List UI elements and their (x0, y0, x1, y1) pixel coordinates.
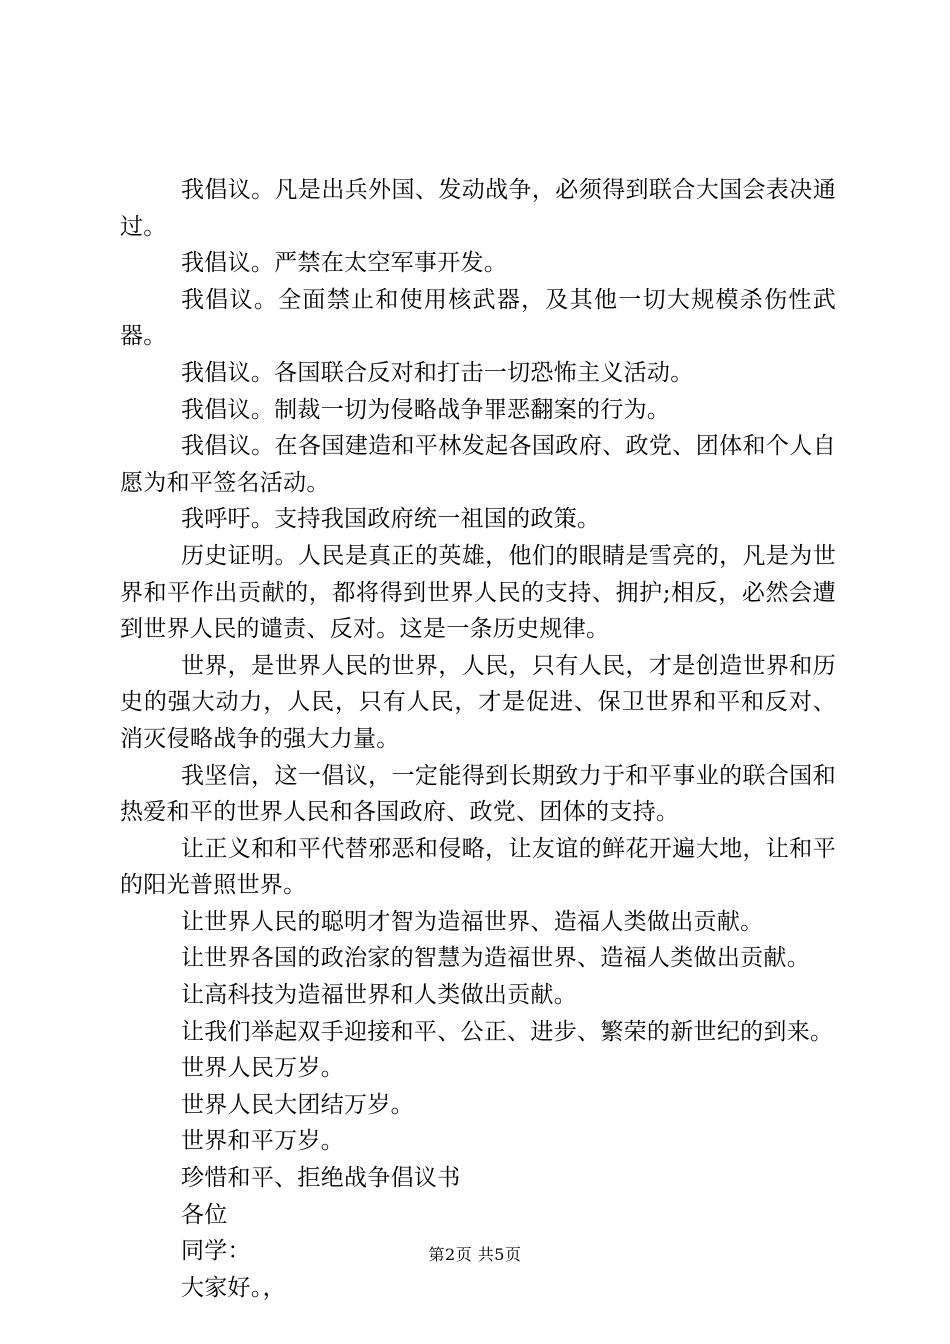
paragraph: 历史证明。人民是真正的英雄，他们的眼睛是雪亮的，凡是为世界和平作出贡献的，都将得到世界人民的支持、拥护;相反，必然会遭到世界人民的谴责、反对。这是一条历史规律。 (120, 542, 836, 643)
paragraph: 我呼吁。支持我国政府统一祖国的政策。 (180, 506, 601, 533)
paragraph: 让世界人民的聪明才智为造福世界、造福人类做出贡献。 (180, 908, 764, 935)
page-number-footer: 第2页 共5页 (428, 1245, 522, 1264)
paragraph: 世界和平万岁。 (180, 1128, 345, 1155)
paragraph: 世界，是世界人民的世界，人民，只有人民，才是创造世界和历史的强大动力，人民，只有人民，才是促进、保卫世界和平和反对、消灭侵略战争的强大力量。 (120, 652, 836, 752)
paragraph: 我倡议。在各国建造和平林发起各国政府、政党、团体和个人自愿为和平签名活动。 (120, 433, 836, 496)
document-body (120, 172, 836, 1306)
paragraph: 让正义和和平代替邪恶和侵略，让友谊的鲜花开遍大地，让和平的阳光普照世界。 (120, 835, 836, 899)
paragraph: 世界人民万岁。 (180, 1055, 345, 1082)
paragraph: 同学： (180, 1238, 251, 1265)
paragraph: 各位 (180, 1201, 228, 1228)
paragraph: 我倡议。各国联合反对和打击一切恐怖主义活动。 (180, 359, 694, 386)
paragraph: 我倡议。严禁在太空军事开发。 (180, 250, 508, 277)
paragraph: 让世界各国的政治家的智慧为造福世界、造福人类做出贡献。 (180, 945, 811, 972)
paragraph: 我倡议。制裁一切为侵略战争罪恶翻案的行为。 (180, 396, 671, 423)
paragraph: 世界人民大团结万岁。 (180, 1091, 414, 1118)
paragraph: 大家好。， (180, 1274, 286, 1301)
paragraph: 我倡议。凡是出兵外国、发动战争，必须得到联合大国会表决通过。 (120, 177, 836, 240)
paragraph: 我坚信，这一倡议，一定能得到长期致力于和平事业的联合国和热爱和平的世界人民和各国政府、政党、团体的支持。 (120, 762, 836, 826)
paragraph: 珍惜和平、拒绝战争倡议书 (180, 1165, 461, 1192)
paragraph: 让我们举起双手迎接和平、公正、进步、繁荣的新世纪的到来。 (180, 1018, 834, 1045)
paragraph: 我倡议。全面禁止和使用核武器，及其他一切大规模杀伤性武器。 (120, 286, 836, 350)
paragraph: 让高科技为造福世界和人类做出贡献。 (180, 982, 578, 1009)
